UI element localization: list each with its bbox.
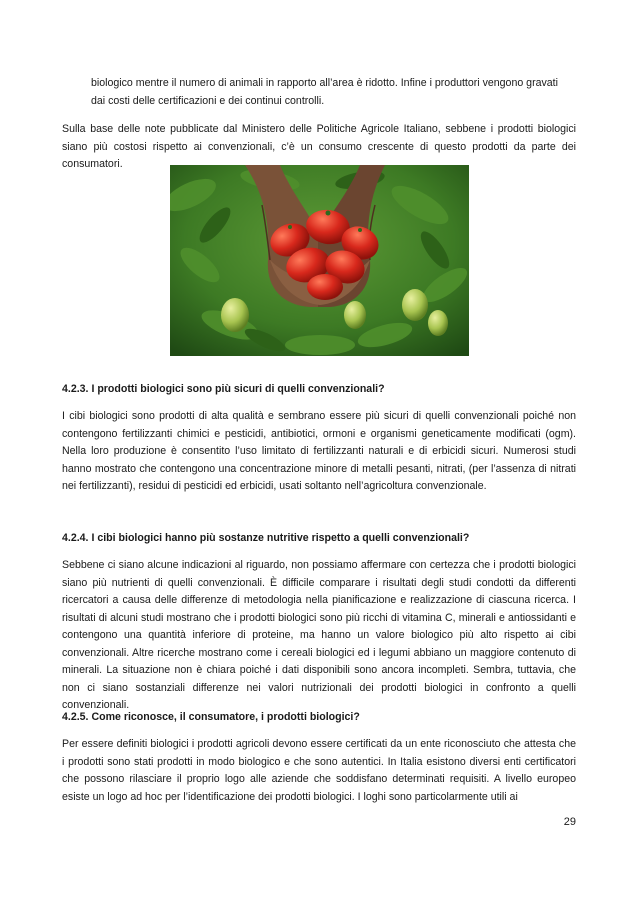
tomatoes-photo (170, 165, 469, 356)
section-heading-4-2-5: 4.2.5. Come riconosce, il consumatore, i prodotti biologici? (62, 711, 360, 723)
section-paragraph-4-2-3: I cibi biologici sono prodotti di alta qualità e sembrano essere più sicuri di quelli convenzionali poiché non contengono fertilizzanti chimici e pesticidi, antibiotici, ormoni e organismi geneticamente modificati (ogm). Nella loro produzione è consentito l’uso limitato di fertilizzanti naturali e di erbicidi sicuri. Numerosi studi hanno mostrato che contengono una concentrazione minore di metalli pesanti, nitrati, (per l’assenza di nitrati nei fertilizzanti), residui di pesticidi ed erbicidi, usati soltanto nell’agricoltura convenzionale. (62, 410, 576, 492)
section-paragraph-4-2-5: Per essere definiti biologici i prodotti agricoli devono essere certificati da un ente riconosciuto che attesta che i prodotti sono stati prodotti in modo biologico e che sono autentici. In Italia esistono diversi enti certificatori che possono rilasciare il proprio logo alle aziende che soddisfano determinati requisiti. A livello europeo esiste un logo ad hoc per l’identificazione dei prodotti biologici. I loghi sono particolarmente utili ai (62, 738, 576, 803)
list-item-continuation: biologico mentre il numero di animali in rapporto all’area è ridotto. Infine i produttori vengono gravati dai costi delle certificazioni e dei continui controlli. (91, 77, 558, 107)
page-number: 29 (563, 816, 576, 828)
photo-hands-holding-tomatoes-icon (170, 165, 469, 356)
section-heading-4-2-4: 4.2.4. I cibi biologici hanno più sostanze nutritive rispetto a quelli convenzionali? (62, 532, 470, 544)
intro-paragraph: Sulla base delle note pubblicate dal Ministero delle Politiche Agricole Italiano, sebbene i prodotti biologici siano più costosi rispetto ai convenzionali, c’è un consumo crescente di questo prodotti da parte dei consumatori. (62, 123, 576, 170)
section-paragraph-4-2-4: Sebbene ci siano alcune indicazioni al riguardo, non possiamo affermare con certezza che i prodotti biologici siano più nutrienti di quelli convenzionali. È difficile comparare i risultati degli studi condotti da differenti ricercatori a causa delle differenze di metodologia nella pianificazione e realizzazione di ciascuna ricerca. I risultati di alcuni studi mostrano che i prodotti biologici sono più ricchi di vitamina C, minerali e antiossidanti e contengono una quantità inferiore di proteine, ma hanno un valore biologico più alto rispetto ai cibi convenzionali. Altre ricerche mostrano come i cereali biologici ed i legumi abbiano un maggiore contenuto di minerali. La situazione non è chiara poiché i dati disponibili sono ancora incompleti. Sembra, tuttavia, che non ci siano sostanziali differenze nei valori nutrizionali dei prodotti biologici in confronto a quelli convenzionali. (62, 559, 576, 711)
section-heading-4-2-3: 4.2.3. I prodotti biologici sono più sicuri di quelli convenzionali? (62, 383, 385, 395)
